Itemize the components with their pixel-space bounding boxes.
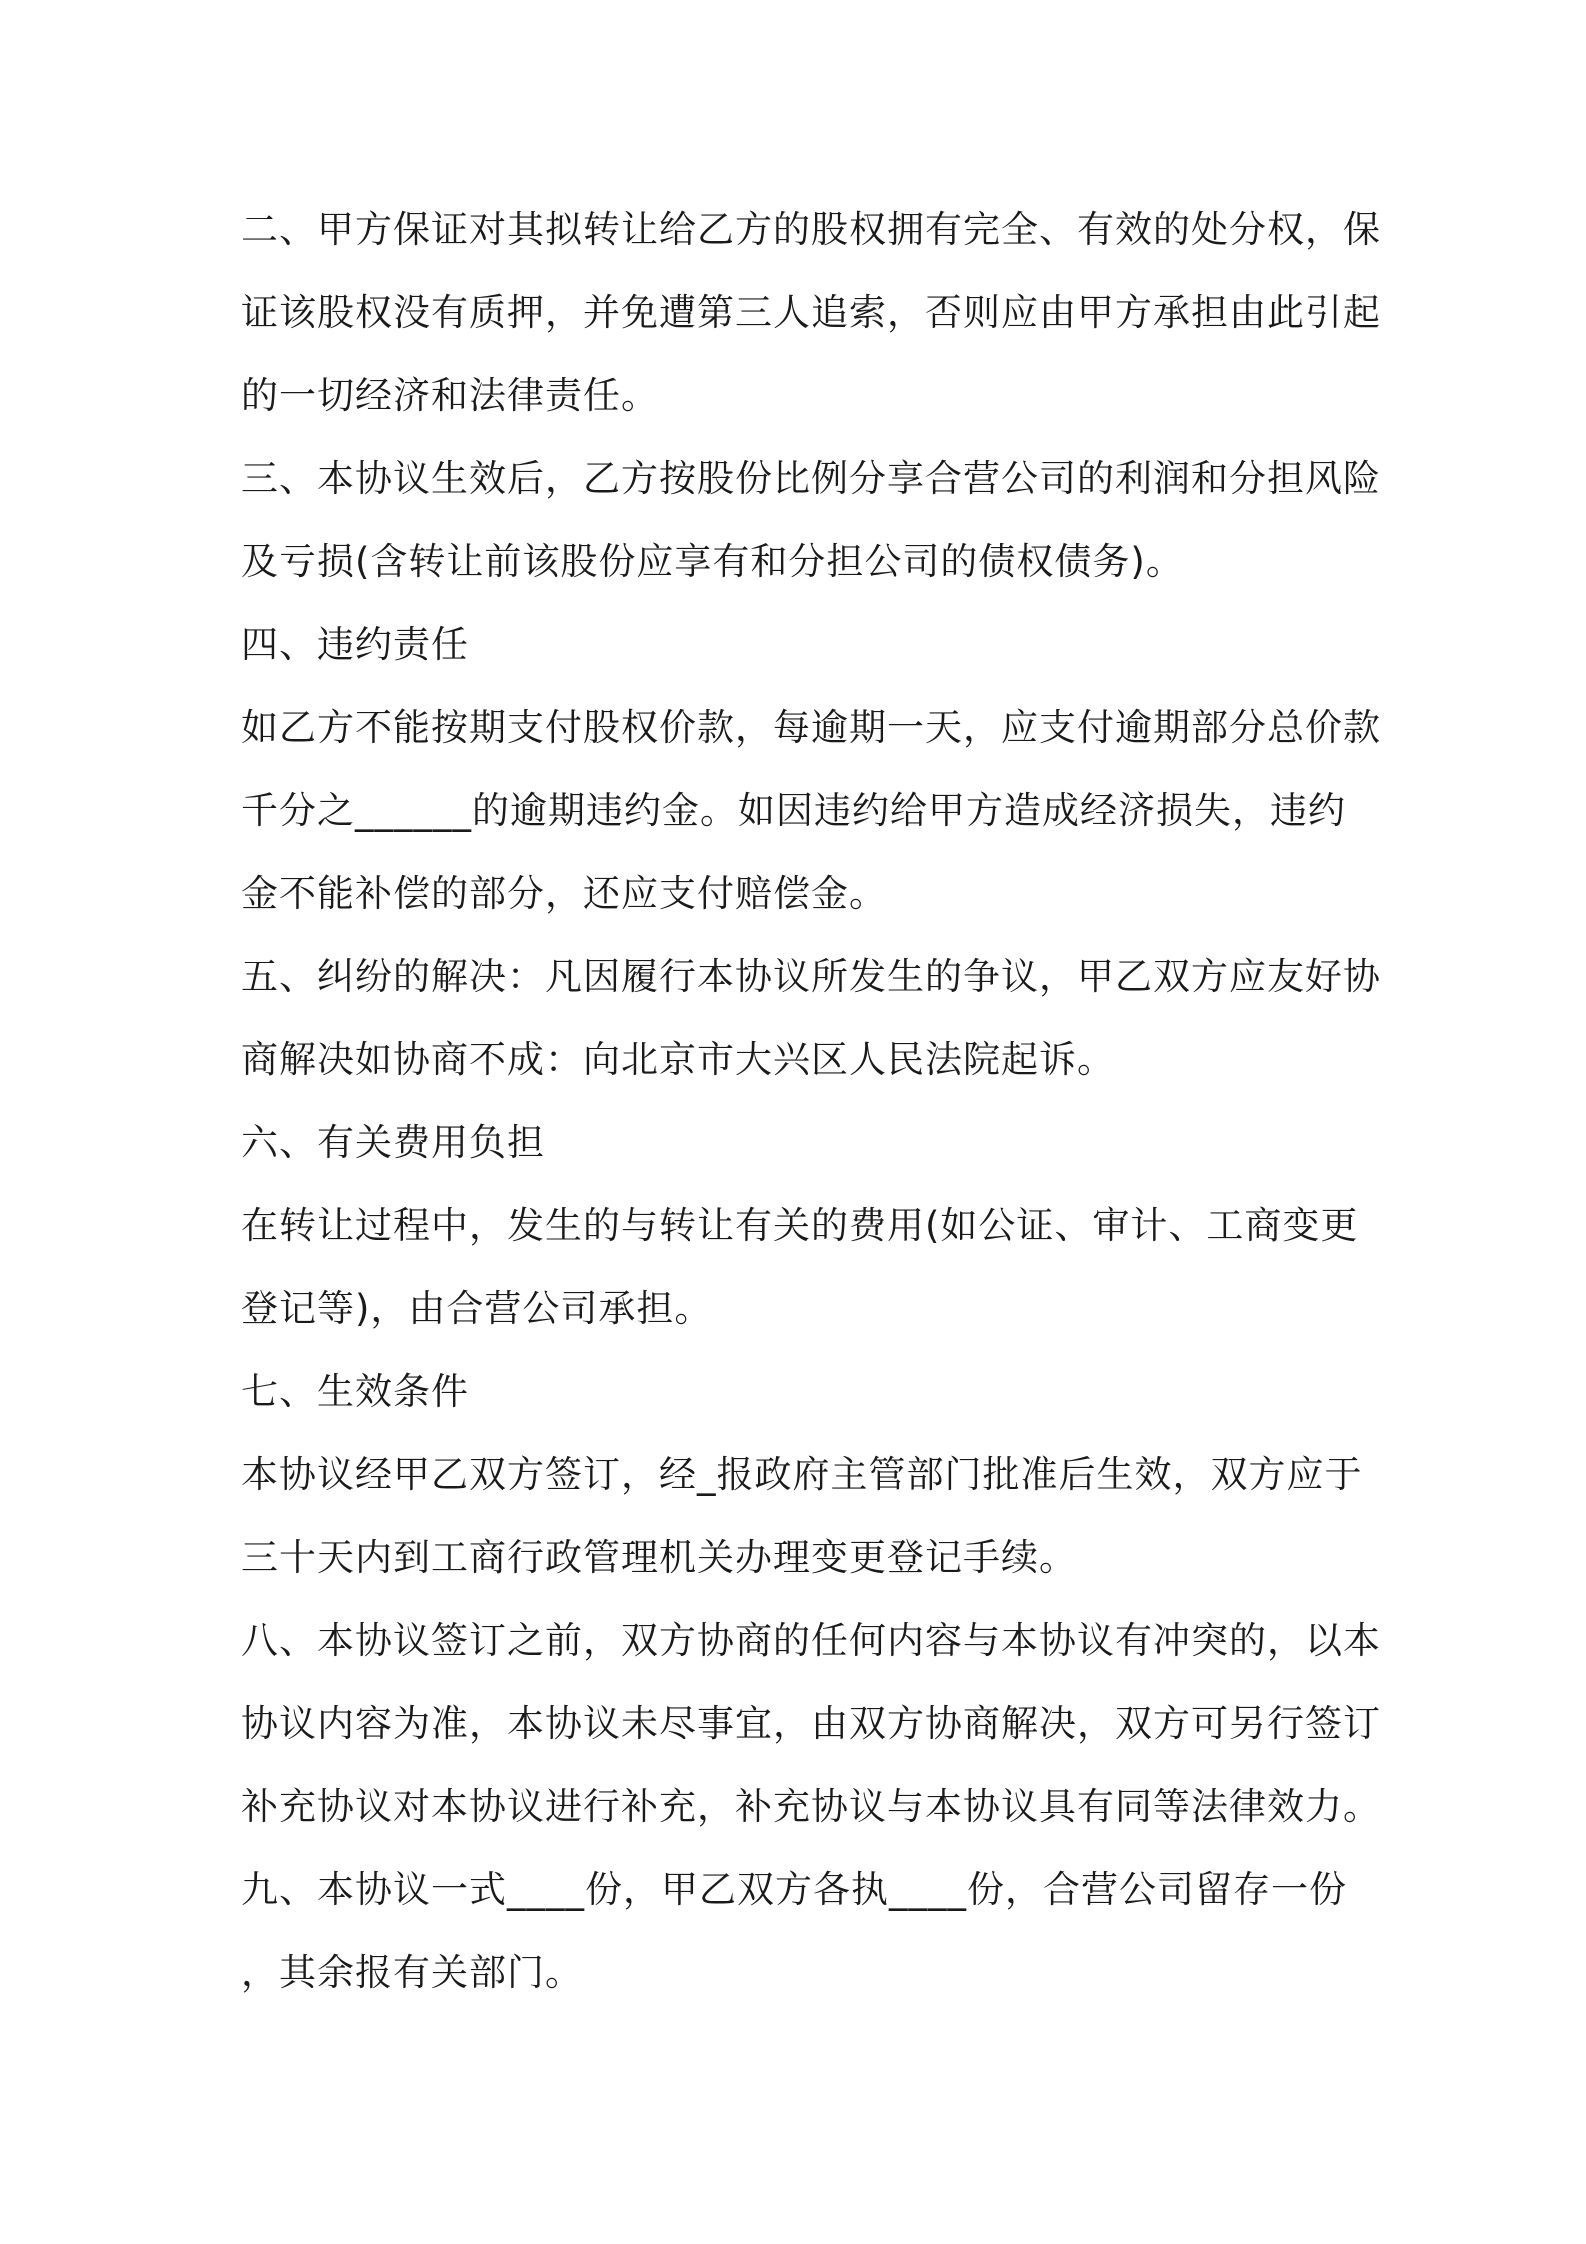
clause-4-line-3: 金不能补偿的部分，还应支付赔偿金。 bbox=[241, 872, 887, 915]
clause-4-heading: 四、违约责任 bbox=[241, 623, 469, 666]
clause-4-line-2: 千分之______的逾期违约金。如因违约给甲方造成经济损失，违约 bbox=[241, 789, 1346, 832]
clause-4-line-1: 如乙方不能按期支付股权价款，每逾期一天，应支付逾期部分总价款 bbox=[241, 706, 1381, 749]
clause-2-line-1: 二、甲方保证对其拟转让给乙方的股权拥有完全、有效的处分权，保 bbox=[241, 208, 1381, 251]
clause-7-heading: 七、生效条件 bbox=[241, 1370, 469, 1413]
clause-3-line-2: 及亏损(含转让前该股份应享有和分担公司的债权债务)。 bbox=[241, 540, 1184, 583]
clause-9-line-1: 九、本协议一式____份，甲乙双方各执____份，合营公司留存一份 bbox=[241, 1868, 1347, 1911]
clause-6-line-2: 登记等)，由合营公司承担。 bbox=[241, 1287, 713, 1330]
clause-5-line-1: 五、纠纷的解决：凡因履行本协议所发生的争议，甲乙双方应友好协 bbox=[241, 955, 1381, 998]
clause-9-line-2: ，其余报有关部门。 bbox=[241, 1951, 583, 1994]
clause-8-line-2: 协议内容为准，本协议未尽事宜，由双方协商解决，双方可另行签订 bbox=[241, 1702, 1381, 1745]
clause-5-line-2: 商解决如协商不成：向北京市大兴区人民法院起诉。 bbox=[241, 1038, 1115, 1081]
clause-3-line-1: 三、本协议生效后，乙方按股份比例分享合营公司的利润和分担风险 bbox=[241, 457, 1381, 500]
clause-8-line-3: 补充协议对本协议进行补充，补充协议与本协议具有同等法律效力。 bbox=[241, 1785, 1381, 1828]
clause-7-line-2: 三十天内到工商行政管理机关办理变更登记手续。 bbox=[241, 1536, 1077, 1579]
clause-8-line-1: 八、本协议签订之前，双方协商的任何内容与本协议有冲突的，以本 bbox=[241, 1619, 1381, 1662]
clause-2-line-3: 的一切经济和法律责任。 bbox=[241, 374, 659, 417]
clause-7-line-1: 本协议经甲乙双方签订，经_报政府主管部门批准后生效，双方应于 bbox=[241, 1453, 1363, 1496]
clause-6-heading: 六、有关费用负担 bbox=[241, 1121, 545, 1164]
clause-6-line-1: 在转让过程中，发生的与转让有关的费用(如公证、审计、工商变更 bbox=[241, 1204, 1359, 1247]
clause-2-line-2: 证该股权没有质押，并免遭第三人追索，否则应由甲方承担由此引起 bbox=[241, 291, 1381, 334]
